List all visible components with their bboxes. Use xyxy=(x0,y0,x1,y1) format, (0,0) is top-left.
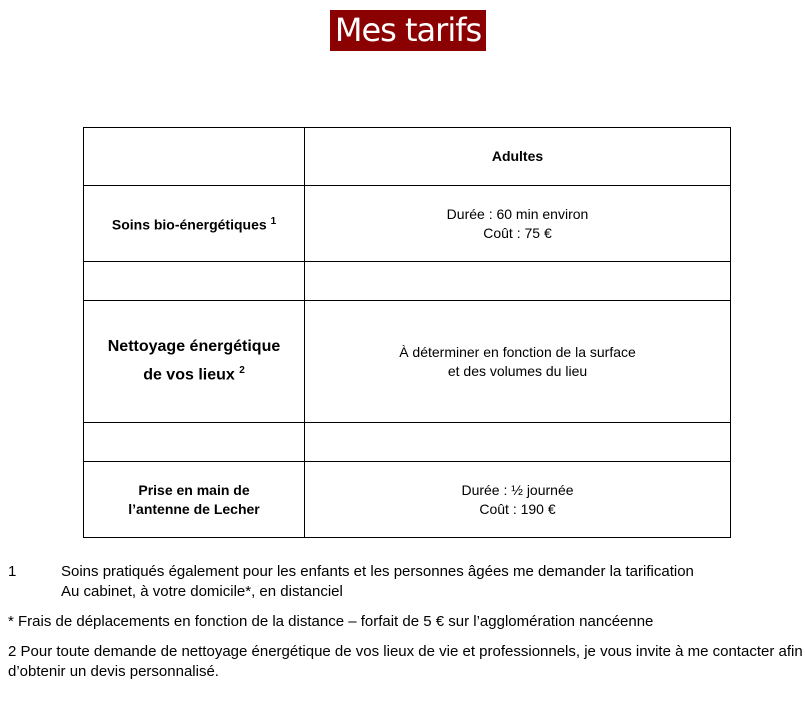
footnote-star: * Frais de déplacements en fonction de la distance – forfait de 5 € sur l’agglomération nancéenne xyxy=(8,613,654,630)
price-cell xyxy=(305,186,731,262)
service-label xyxy=(84,186,305,262)
cost-text: Coût : 75 € xyxy=(483,224,552,241)
empty-cell xyxy=(305,423,731,462)
service-label xyxy=(84,462,305,538)
footnote-1 xyxy=(8,562,803,602)
footnotes xyxy=(8,562,803,682)
cost-text: Coût : 190 € xyxy=(479,500,556,517)
duration-text: Durée : 60 min environ xyxy=(446,205,589,222)
price-text-line2: et des volumes du lieu xyxy=(447,362,588,379)
header-adultes: Adultes xyxy=(305,128,731,186)
table-row xyxy=(84,462,731,538)
empty-row xyxy=(84,423,731,462)
footnote-1-line2: Au cabinet, à votre domicile*, en distanciel xyxy=(61,583,343,600)
service-name-line1: Nettoyage énergétique xyxy=(107,338,281,356)
header-empty-cell xyxy=(84,128,305,186)
footnote-1-line1: Soins pratiqués également pour les enfants et les personnes âgées me demander la tarification xyxy=(61,563,694,580)
price-text-line1: À déterminer en fonction de la surface xyxy=(399,343,636,360)
empty-cell xyxy=(305,262,731,301)
footnote-2: 2 Pour toute demande de nettoyage énergétique de vos lieux de vie et professionnels, je vous invite à me contacter afin d’obtenir un devis personnalisé. xyxy=(8,643,803,680)
empty-row xyxy=(84,262,731,301)
empty-cell xyxy=(84,423,305,462)
table-header-row xyxy=(84,128,731,186)
price-cell xyxy=(305,462,731,538)
service-label xyxy=(84,301,305,423)
page-title: Mes tarifs xyxy=(330,10,486,51)
footnote-ref: 1 xyxy=(270,216,277,228)
service-name-line2: de vos lieux xyxy=(143,366,235,384)
table-row xyxy=(84,301,731,423)
empty-cell xyxy=(84,262,305,301)
footnote-number: 1 xyxy=(8,563,17,580)
price-cell xyxy=(305,301,731,423)
service-name-line1: Prise en main de xyxy=(138,481,250,498)
service-name-line2: l’antenne de Lecher xyxy=(128,500,260,517)
table-row xyxy=(84,186,731,262)
footnote-ref: 2 xyxy=(239,365,245,377)
pricing-table xyxy=(83,127,731,538)
service-name: Soins bio-énergétiques xyxy=(111,216,267,233)
duration-text: Durée : ½ journée xyxy=(461,481,574,498)
